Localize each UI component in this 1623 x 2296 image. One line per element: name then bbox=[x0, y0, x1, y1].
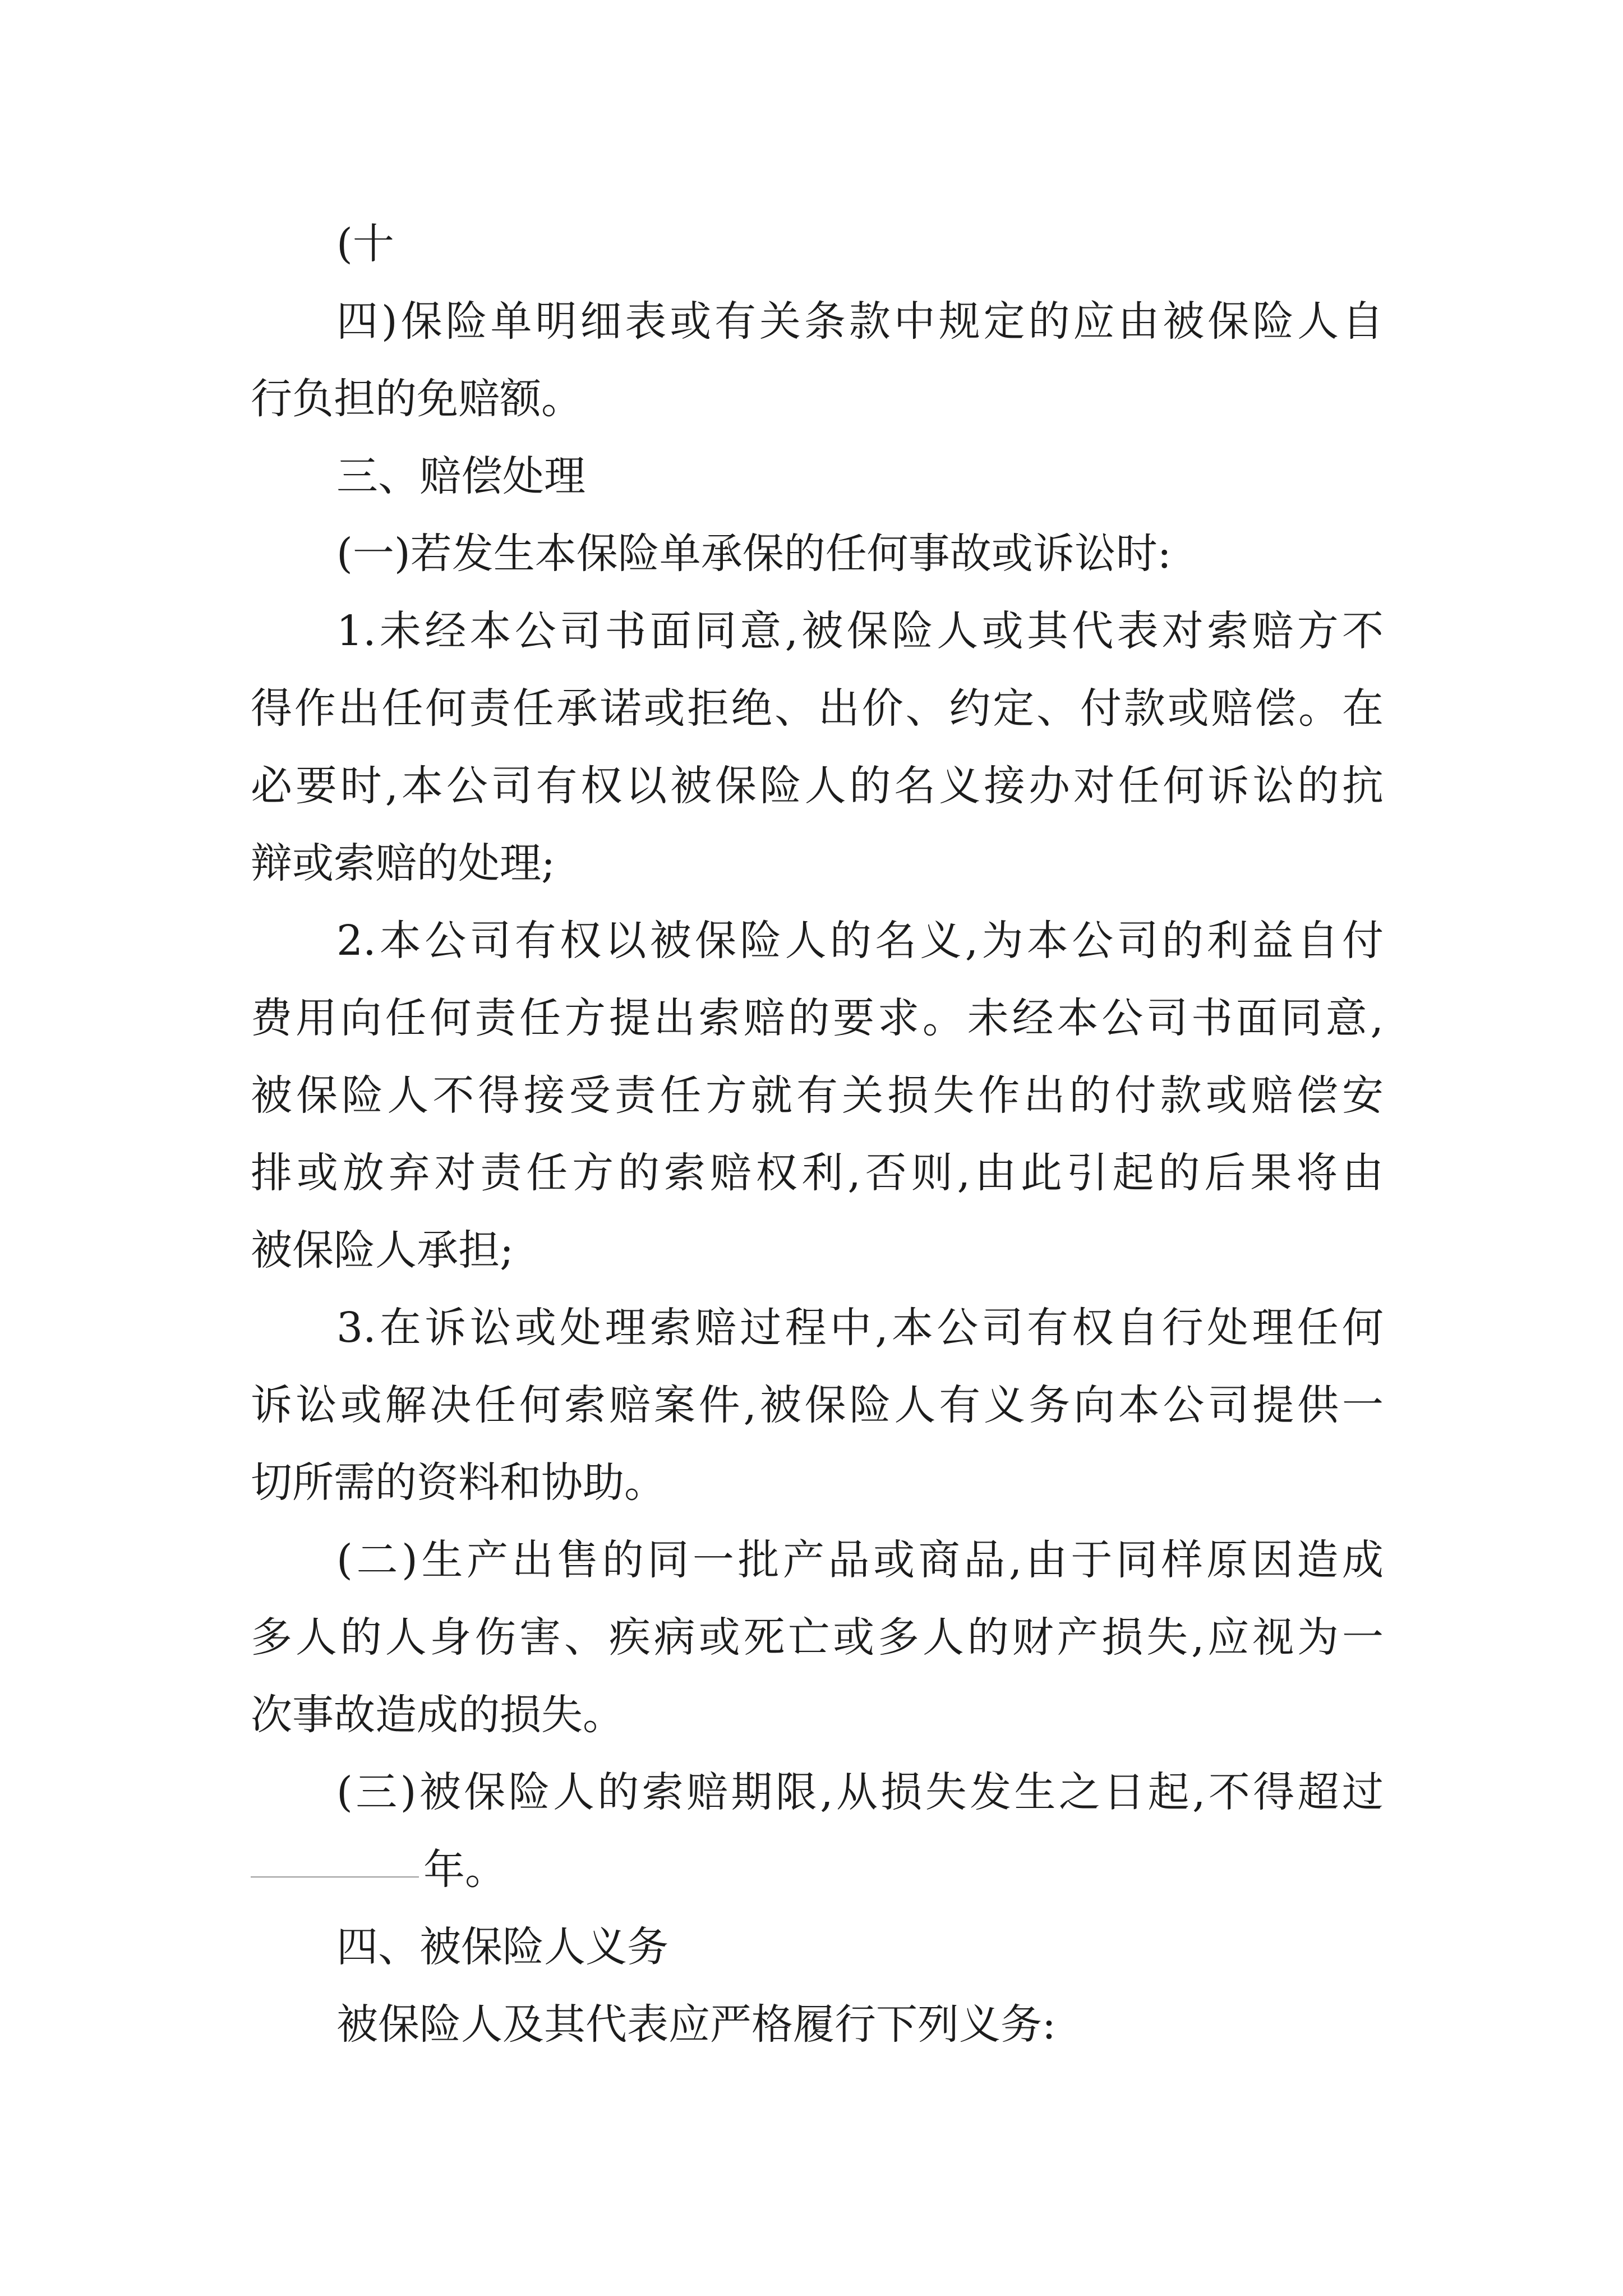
text-line: (二)生产出售的同一批产品或商品,由于同样原因造成 bbox=[336, 1536, 1384, 1584]
text-line: 行负担的免赔额。 bbox=[251, 375, 583, 423]
text-line: 排或放弃对责任方的索赔权利,否则,由此引起的后果将由 bbox=[251, 1149, 1384, 1197]
text-line: 多人的人身伤害、疾病或死亡或多人的财产损失,应视为一 bbox=[251, 1613, 1384, 1662]
text-line: 2.本公司有权以被保险人的名义,为本公司的利益自付 bbox=[336, 917, 1384, 965]
text-line: (一)若发生本保险单承保的任何事故或诉讼时: bbox=[336, 530, 1172, 578]
text-line: 3.在诉讼或处理索赔过程中,本公司有权自行处理任何 bbox=[336, 1304, 1384, 1352]
text-line: 被保险人承担; bbox=[251, 1226, 514, 1274]
text-line: (三)被保险人的索赔期限,从损失发生之日起,不得超过 bbox=[336, 1768, 1384, 1816]
text-line: 辩或索赔的处理; bbox=[251, 839, 555, 887]
section-heading: 三、赔偿处理 bbox=[336, 452, 585, 500]
text-line: 切所需的资料和协助。 bbox=[251, 1458, 666, 1507]
text-line: 1.未经本公司书面同意,被保险人或其代表对索赔方不 bbox=[336, 607, 1384, 655]
text-line: 必要时,本公司有权以被保险人的名义接办对任何诉讼的抗 bbox=[251, 762, 1384, 810]
blank-fill-underline bbox=[251, 1876, 419, 1878]
text-line: 年。 bbox=[423, 1846, 506, 1894]
text-line: (十 bbox=[336, 220, 394, 268]
text-line: 四)保险单明细表或有关条款中规定的应由被保险人自 bbox=[336, 297, 1384, 346]
text-line: 费用向任何责任方提出索赔的要求。未经本公司书面同意, bbox=[251, 994, 1384, 1042]
text-line: 被保险人及其代表应严格履行下列义务: bbox=[336, 2000, 1056, 2049]
text-line: 次事故造成的损失。 bbox=[251, 1691, 624, 1739]
text-line: 被保险人不得接受责任方就有关损失作出的付款或赔偿安 bbox=[251, 1071, 1384, 1120]
section-heading: 四、被保险人义务 bbox=[336, 1923, 668, 1971]
text-line: 诉讼或解决任何索赔案件,被保险人有义务向本公司提供一 bbox=[251, 1381, 1384, 1429]
text-line: 得作出任何责任承诺或拒绝、出价、约定、付款或赔偿。在 bbox=[251, 684, 1384, 733]
